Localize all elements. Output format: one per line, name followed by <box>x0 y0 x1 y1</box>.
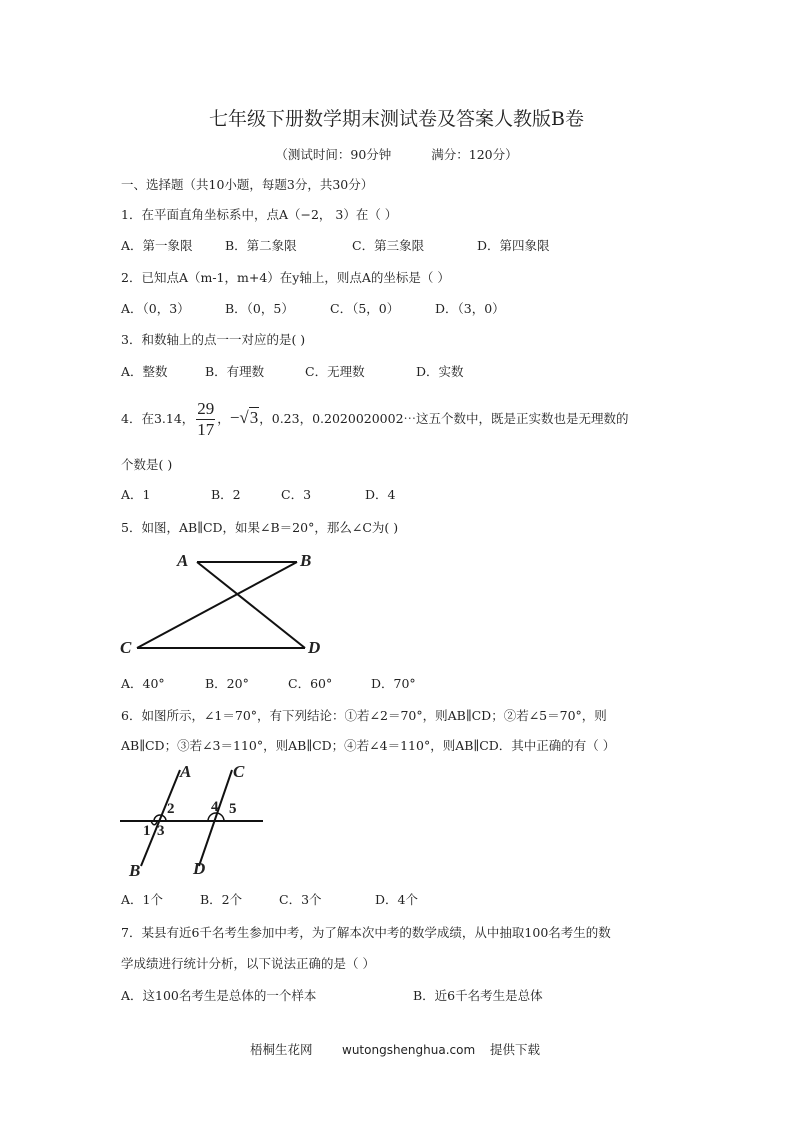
question-6-stem-line1: 6．如图所示，∠1＝70°，有下列结论：①若∠2＝70°，则AB∥CD；②若∠5＝70°，则 <box>121 708 607 723</box>
question-4-option-d: D．4 <box>365 487 396 502</box>
label-angle-3: 3 <box>157 823 165 839</box>
question-6-option-b: B．2个 <box>200 892 243 907</box>
question-1-option-d: D．第四象限 <box>477 238 550 253</box>
question-4-suffix: ，0.23，0.2020020002⋯这五个数中，既是正实数也是无理数的 <box>259 411 629 426</box>
question-7-option-b: B．近6千名考生是总体 <box>413 988 543 1003</box>
page-title: 七年级下册数学期末测试卷及答案人教版B卷 <box>209 108 584 130</box>
question-6-option-c: C．3个 <box>279 892 322 907</box>
question-3-option-d: D．实数 <box>416 364 464 379</box>
label-angle-2: 2 <box>167 801 175 817</box>
question-3-option-c: C．无理数 <box>305 364 365 379</box>
footer-note: 提供下载 <box>490 1042 541 1057</box>
question-4-option-a: A．1 <box>121 487 151 502</box>
question-5-option-c: C．60° <box>288 676 333 691</box>
minus-sign: − <box>229 408 240 427</box>
label-d: D <box>308 638 321 657</box>
question-5-option-b: B．20° <box>205 676 249 691</box>
question-4-option-b: B．2 <box>211 487 241 502</box>
segment-ad <box>197 562 305 648</box>
negative-sqrt: −√3 <box>229 408 259 427</box>
figure-q6 <box>120 770 263 866</box>
test-time: （测试时间：90分钟 <box>275 147 392 162</box>
question-7-stem-line1: 7．某县有近6千名考生参加中考，为了解本次中考的数学成绩，从中抽取100名考生的数 <box>121 925 611 940</box>
question-4-prefix: 4．在3.14， <box>121 411 195 426</box>
question-2-option-b: B．（0，5） <box>225 301 294 316</box>
question-1-option-c: C．第三象限 <box>352 238 425 253</box>
question-3-stem: 3．和数轴上的点一一对应的是( ) <box>121 332 306 347</box>
question-4-stem-line2: 个数是( ) <box>121 457 173 472</box>
label-angle-4: 4 <box>211 799 219 815</box>
question-6-option-a: A．1个 <box>121 892 163 907</box>
line-ab <box>141 770 180 866</box>
question-2-option-c: C．（5，0） <box>330 301 400 316</box>
question-1-stem: 1．在平面直角坐标系中，点A（−2， 3）在（ ） <box>121 207 398 222</box>
question-5-option-a: A．40° <box>121 676 165 691</box>
question-2-option-a: A．（0，3） <box>121 301 190 316</box>
question-2-stem: 2．已知点A（m-1，m+4）在y轴上，则点A的坐标是（ ） <box>121 270 450 285</box>
question-1-option-b: B．第二象限 <box>225 238 297 253</box>
footer-url[interactable]: wutongshenghua.com <box>342 1043 476 1057</box>
question-5-option-d: D．70° <box>371 676 416 691</box>
full-score: 满分：120分） <box>431 147 518 162</box>
label-b: B <box>300 551 312 570</box>
question-7-option-a: A．这100名考生是总体的一个样本 <box>121 988 317 1003</box>
line-cd <box>199 770 232 866</box>
question-7-stem-line2: 学成绩进行统计分析，以下说法正确的是（ ） <box>121 956 375 971</box>
label-b: B <box>129 861 141 880</box>
label-a: A <box>177 551 189 570</box>
question-3-option-a: A．整数 <box>121 364 168 379</box>
fraction-denominator: 17 <box>197 420 215 439</box>
label-angle-5: 5 <box>229 801 237 817</box>
figure-q5 <box>137 562 305 648</box>
radicand: 3 <box>249 408 259 427</box>
label-c: C <box>120 638 132 657</box>
section-heading: 一、选择题（共10小题，每题3分，共30分） <box>121 177 374 192</box>
label-a: A <box>180 762 192 781</box>
separator: ， <box>217 411 230 426</box>
footer-site-name: 梧桐生花网 <box>250 1042 313 1057</box>
question-6-stem-line2: AB∥CD；③若∠3＝110°，则AB∥CD；④若∠4＝110°，则AB∥CD．其中正确的有（ ） <box>121 738 616 753</box>
segment-bc <box>137 562 297 648</box>
question-1-option-a: A．第一象限 <box>121 238 193 253</box>
question-2-option-d: D．（3，0） <box>435 301 505 316</box>
label-angle-1: 1 <box>143 823 151 839</box>
question-6-option-d: D．4个 <box>375 892 418 907</box>
question-3-option-b: B．有理数 <box>205 364 265 379</box>
label-d: D <box>193 859 206 878</box>
fraction-numerator: 29 <box>197 399 215 418</box>
label-c: C <box>233 762 245 781</box>
question-4-option-c: C．3 <box>281 487 312 502</box>
question-5-stem: 5．如图，AB∥CD，如果∠B＝20°，那么∠C为( ) <box>121 520 399 535</box>
